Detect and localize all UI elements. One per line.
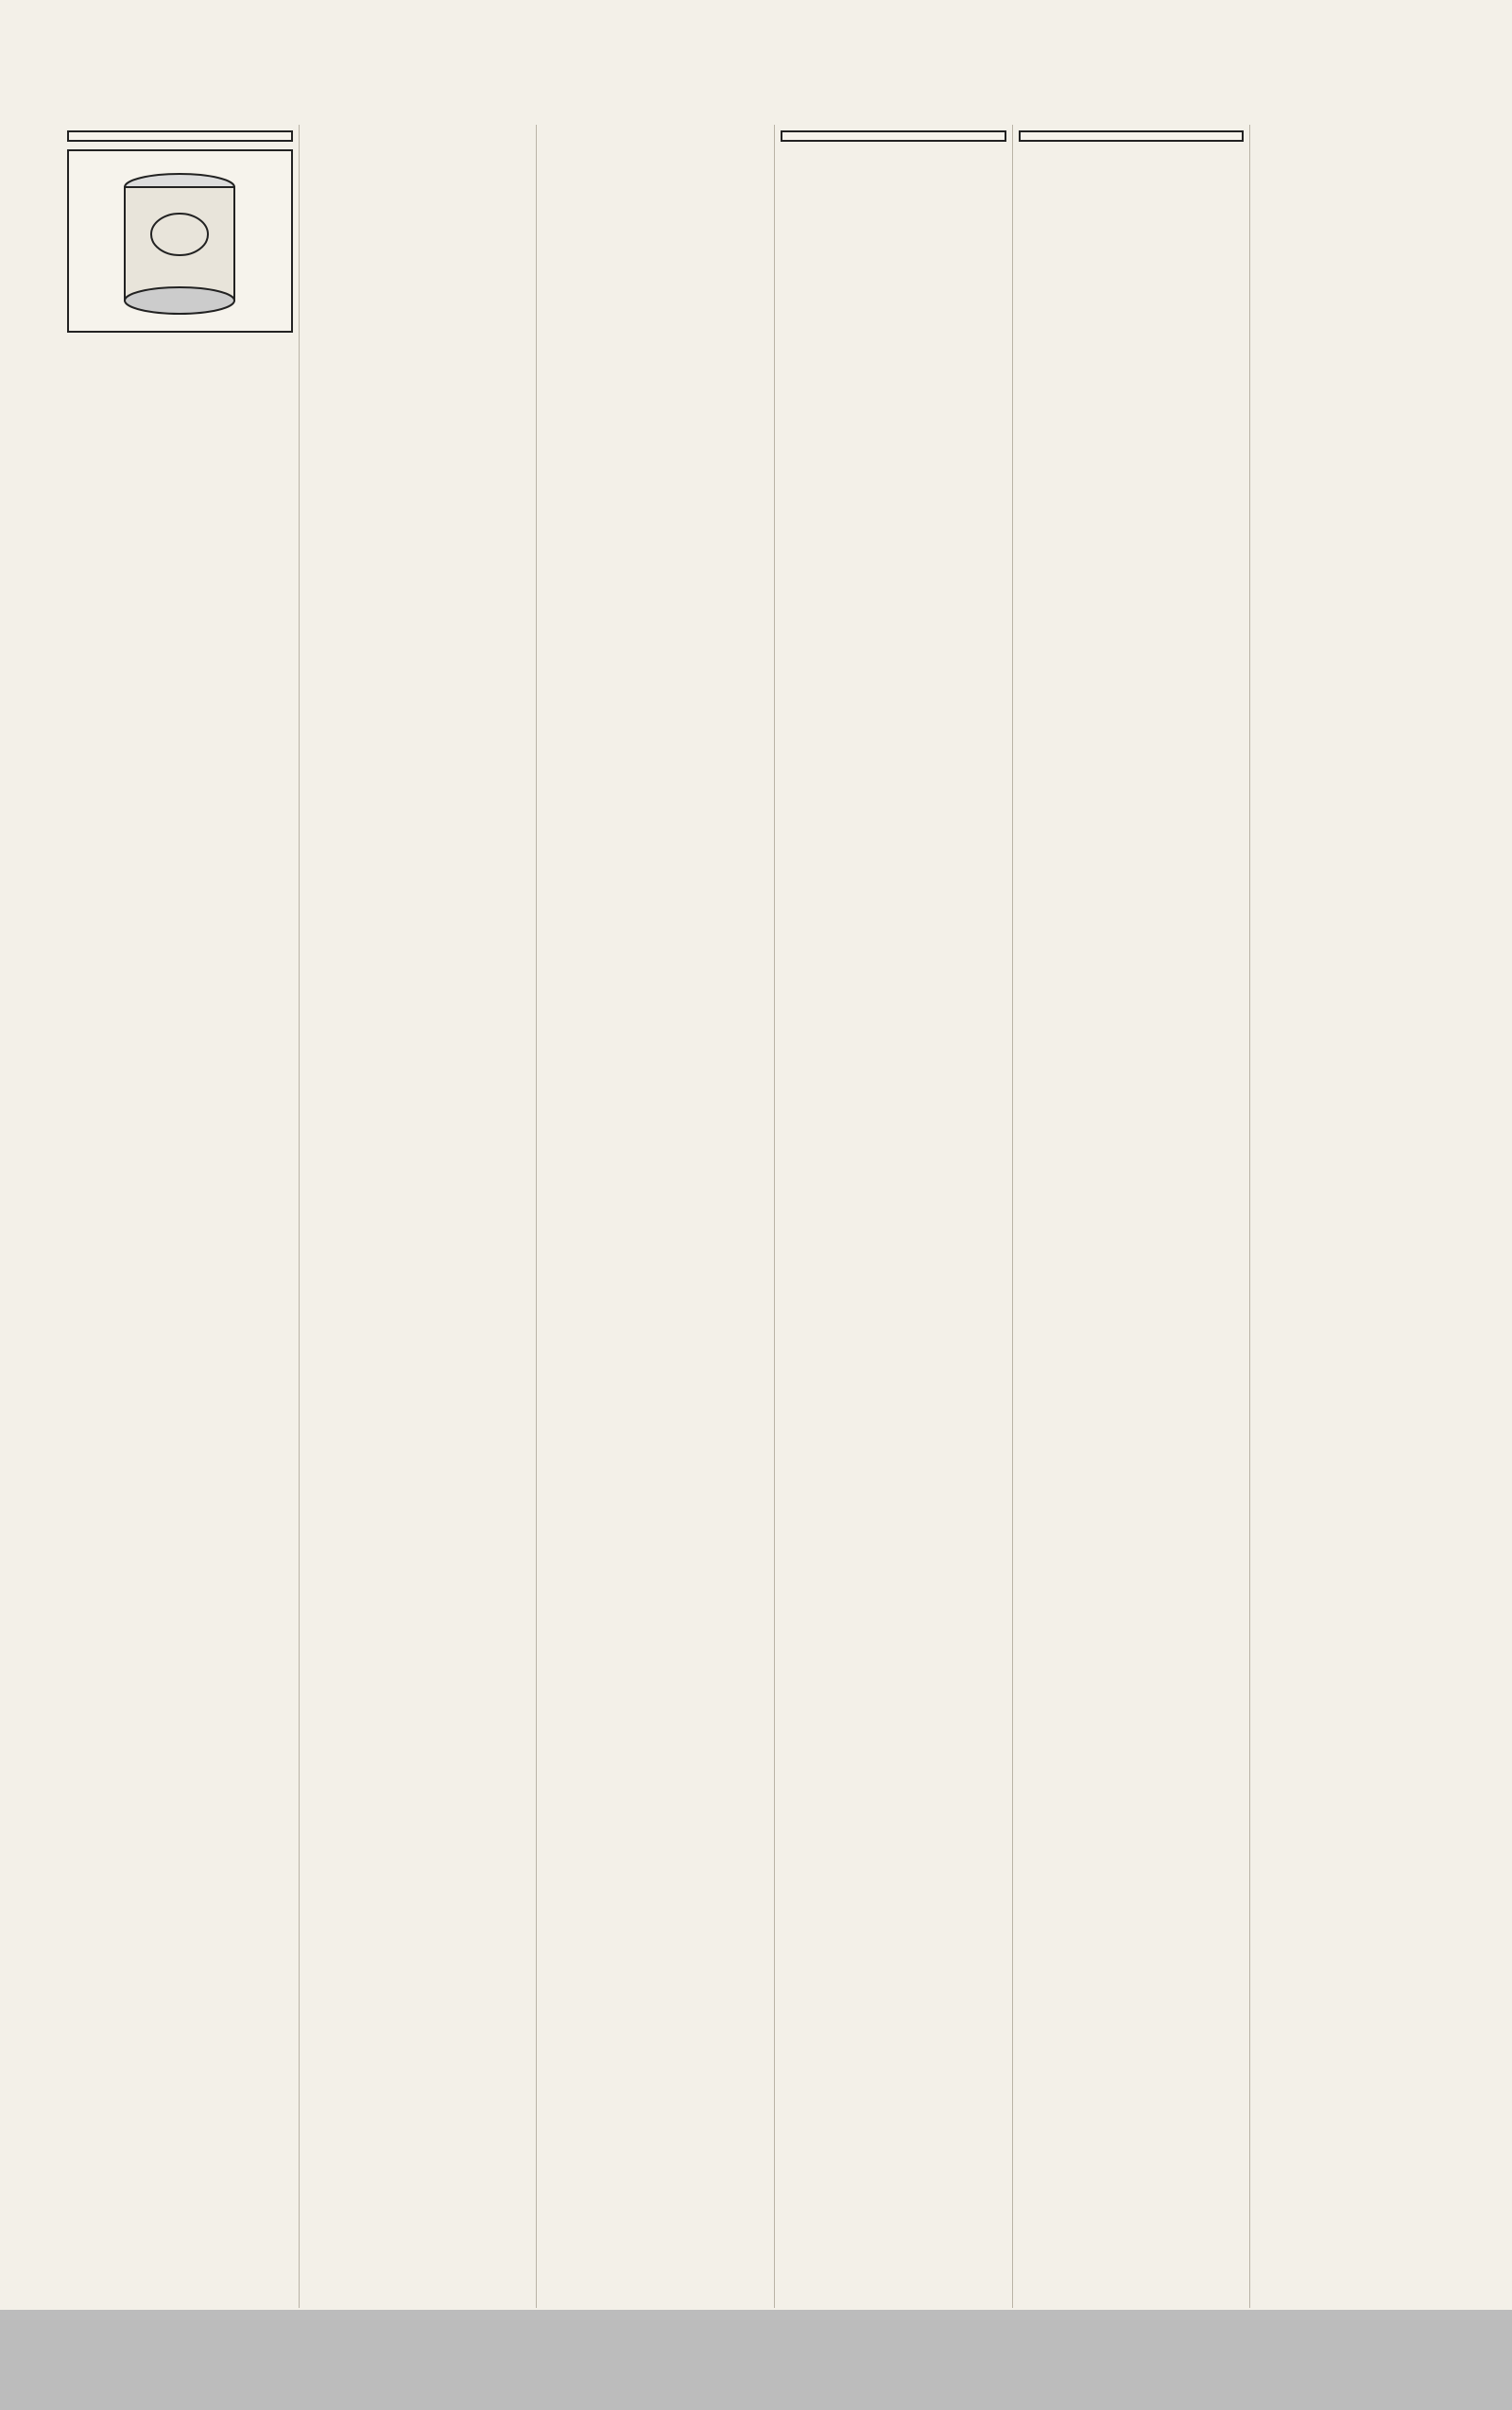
column-2	[300, 125, 538, 2308]
column-6	[1250, 125, 1488, 2308]
spacer	[65, 340, 295, 353]
ad-siercke	[67, 149, 293, 333]
directory-columns	[61, 125, 1488, 2308]
column-4	[775, 125, 1013, 2308]
column-1	[61, 125, 300, 2308]
copyright-footer	[0, 2310, 1512, 2410]
page-header	[61, 45, 1399, 112]
column-3	[537, 125, 775, 2308]
feinkost-tin-icon	[109, 161, 250, 321]
ad-schroeder	[67, 130, 293, 142]
column-5	[1013, 125, 1251, 2308]
ad-ruether	[1019, 130, 1245, 142]
ad-michelsen	[781, 130, 1006, 142]
